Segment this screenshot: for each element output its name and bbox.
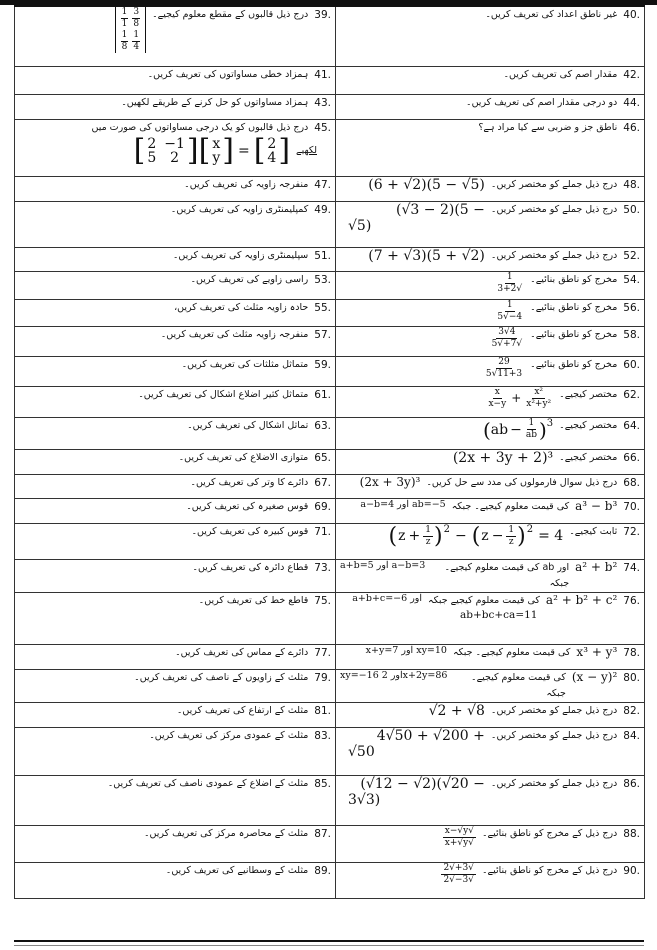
- question-number: .60: [623, 358, 640, 371]
- question-59: [15, 356, 336, 386]
- question-text: مختصر کیجیے۔: [559, 419, 618, 431]
- math-expression: $\frac{4√3}{√7+√5}$: [491, 326, 523, 349]
- math-expression: (6 + √2)(5 − √5): [368, 176, 485, 193]
- question-62: [336, 386, 645, 417]
- question-50: .50 درج ذیل جملے کو مختصر کریں۔ (√3 − 2)(5 − √5): [336, 201, 645, 247]
- table-row: [15, 66, 645, 94]
- question-68: [336, 474, 645, 498]
- question-text: مخرج کو ناطق بنائیے۔: [530, 301, 618, 313]
- math-expression: a² + b² + c²: [545, 592, 618, 607]
- question-number: .50: [623, 203, 640, 216]
- question-number: .74: [623, 561, 640, 574]
- question-number: .78: [623, 646, 640, 659]
- question-90: [336, 862, 645, 898]
- math-expression: $\frac{1}{z}$: [508, 524, 515, 547]
- math-expression: (2x + 3y)³: [359, 474, 421, 489]
- math-expression: a+b+c=−6 اور: [352, 592, 423, 604]
- question-text: متماثل مثلثات کی تعریف کریں۔: [181, 358, 309, 370]
- question-44: [336, 94, 645, 119]
- math-expression: $\frac{29}{11+3√5}$: [485, 356, 523, 379]
- question-number: .54: [623, 273, 640, 286]
- question-text: ثابت کیجیے۔: [569, 525, 618, 537]
- question-number: .88: [623, 827, 640, 840]
- math-expression: $\frac{1}{ab}$: [525, 418, 537, 440]
- table-row: [15, 862, 645, 898]
- question-text: درج ذیل قالبوں کو یک درجی مساواتوں کی صورت میں: [91, 121, 309, 133]
- question-text: ہمزاد مساواتوں کو حل کرنے کے طریقے لکھیں۔: [121, 96, 309, 108]
- question-text: مقدار اصم کی تعریف کریں۔: [503, 68, 618, 80]
- question-text: دو درجی مقدار اصم کی تعریف کریں۔: [466, 96, 618, 108]
- question-text: قوس صغیرہ کی تعریف کریں۔: [186, 500, 309, 512]
- math-expression: (2x + 3y + 2)³: [452, 449, 554, 466]
- question-number: .73: [314, 561, 331, 574]
- table-row: [15, 119, 645, 176]
- math-expression: 4√50 + √200 +: [376, 727, 485, 744]
- table-row: [15, 559, 645, 592]
- question-60: [336, 356, 645, 386]
- question-88: [336, 825, 645, 862]
- question-47: [15, 176, 336, 201]
- math-expression: a² + b²: [575, 559, 618, 574]
- table-row: [15, 417, 645, 449]
- question-text: درج ذیل کے مخرج کو ناطق بنائیے۔: [481, 827, 618, 839]
- question-number: .51: [314, 249, 331, 262]
- question-number: .48: [623, 178, 640, 191]
- question-84: .84 درج ذیل جملے کو مختصر کریں۔ 4√50 + √200 + √50: [336, 727, 645, 775]
- question-73: [15, 559, 336, 592]
- question-55: [15, 299, 336, 326]
- question-number: .82: [623, 704, 640, 717]
- question-80: [336, 669, 645, 702]
- question-81: [15, 702, 336, 727]
- question-number: .77: [314, 646, 331, 659]
- question-text: درج ذیل جملے کو مختصر کریں۔: [490, 203, 618, 215]
- table-row: [15, 386, 645, 417]
- question-text: قاطع خط کی تعریف کریں۔: [198, 594, 309, 606]
- question-number: .55: [314, 301, 331, 314]
- question-57: [15, 326, 336, 356]
- math-expression: √2 + √8: [428, 702, 485, 719]
- question-82: [336, 702, 645, 727]
- question-48: [336, 176, 645, 201]
- question-45: [15, 119, 336, 176]
- question-text: سپلیمنٹری زاویہ کی تعریف کریں۔: [172, 249, 309, 261]
- question-64: [336, 417, 645, 449]
- question-number: .87: [314, 827, 331, 840]
- bottom-border-thin: [14, 945, 644, 950]
- question-text: حادہ زاویہ مثلث کی تعریف کریں،: [174, 301, 309, 313]
- question-number: .84: [623, 729, 640, 742]
- question-83: [15, 727, 336, 775]
- question-text: دائرے کا وتر کی تعریف کریں۔: [190, 476, 309, 488]
- question-number: .57: [314, 328, 331, 341]
- table-row: [15, 299, 645, 326]
- math-expression: x³ + y³: [576, 644, 618, 659]
- question-66: [336, 449, 645, 474]
- question-text: اور ab کی قیمت معلوم کیجیے۔ جبکہ: [444, 561, 570, 589]
- math-expression: a³ − b³: [575, 498, 618, 513]
- question-text: مخرج کو ناطق بنائیے۔: [530, 358, 618, 370]
- table-row: [15, 592, 645, 644]
- question-text: درج ذیل جملے کو مختصر کریں۔: [490, 729, 618, 741]
- matrix-equation-45: [ 2 5 −1 2 ] [ x y ] = [ 2 4 ]: [133, 132, 291, 168]
- question-42: [336, 66, 645, 94]
- question-number: .56: [623, 301, 640, 314]
- table-row: [15, 449, 645, 474]
- question-text: مختصر کیجیے۔: [559, 388, 618, 400]
- question-text: تماثل اشکال کی تعریف کریں۔: [187, 419, 309, 431]
- table-row: [15, 94, 645, 119]
- question-text: مختصر کیجیے۔: [559, 451, 618, 463]
- question-text: درج ذیل سوال فارمولوں کی مدد سے حل کریں۔: [426, 476, 618, 488]
- question-text: ناطق جز و ضربی سے کیا مراد ہے؟: [478, 121, 618, 133]
- question-number: .46: [623, 121, 640, 134]
- question-number: .64: [623, 419, 640, 432]
- question-51: [15, 247, 336, 271]
- question-56: [336, 299, 645, 326]
- math-expression: $\frac{x}{x-y}$: [488, 386, 507, 409]
- question-number: .65: [314, 451, 331, 464]
- question-number: .62: [623, 388, 640, 401]
- math-expression: ( ab − $\frac{1}{ab}$ ) $^3$: [482, 417, 554, 442]
- question-43: [15, 94, 336, 119]
- question-text: درج ذیل قالبوں کے مقطع معلوم کیجیے۔: [152, 9, 309, 20]
- math-expression: $\frac{√3+√2}{√3-√2}$: [443, 862, 474, 885]
- table-row: [15, 702, 645, 727]
- question-54: [336, 271, 645, 299]
- table-row: [15, 326, 645, 356]
- question-text: قطاع دائرہ کی تعریف کریں۔: [192, 561, 309, 573]
- question-text: مثلث کے زاویوں کے ناصف کی تعریف کریں۔: [134, 671, 309, 683]
- question-87: [15, 825, 336, 862]
- question-text: منفرجہ زاویہ کی تعریف کریں۔: [184, 178, 309, 190]
- question-number: .41: [314, 68, 331, 81]
- question-number: .70: [623, 500, 640, 513]
- table-row: [15, 727, 645, 775]
- question-text: متوازی الاضلاع کی تعریف کریں۔: [178, 451, 309, 463]
- question-67: [15, 474, 336, 498]
- question-text: مثلث کے عمودی مرکز کی تعریف کریں۔: [149, 729, 309, 741]
- question-number: .83: [314, 729, 331, 742]
- question-number: .71: [314, 525, 331, 538]
- question-number: .47: [314, 178, 331, 191]
- question-63: [15, 417, 336, 449]
- question-number: .76: [623, 594, 640, 607]
- math-expression: xy=−16 اور 2x+2y=86: [340, 669, 448, 681]
- math-expression: $\frac{x}{x-y}$ + $\frac{\text{x²}}{\text{x²+y²}}$: [488, 386, 552, 409]
- question-39: [15, 6, 336, 66]
- question-58: [336, 326, 645, 356]
- question-85: [15, 775, 336, 825]
- question-number: .66: [623, 451, 640, 464]
- question-79: [15, 669, 336, 702]
- table-row: [15, 247, 645, 271]
- question-text: لکھیے: [296, 144, 317, 156]
- question-72: [336, 523, 645, 559]
- question-text: متماثل کثیر اضلاع اشکال کی تعریف کریں۔: [138, 388, 309, 400]
- question-number: .85: [314, 777, 331, 790]
- question-text: درج ذیل کے مخرج کو ناطق بنائیے۔: [481, 864, 618, 876]
- math-expression: (7 + √3)(5 + √2): [368, 247, 485, 264]
- question-text: مثلث کے محاصرہ مرکز کی تعریف کریں۔: [143, 827, 309, 839]
- table-row: [15, 669, 645, 702]
- question-text: درج ذیل جملے کو مختصر کریں۔: [490, 249, 618, 261]
- question-text: کی قیمت معلوم کیجیے۔ جبکہ: [471, 671, 566, 699]
- table-row: [15, 176, 645, 201]
- math-expression: $\frac{√x-√y}{√x+√y}$: [444, 825, 474, 848]
- question-number: .81: [314, 704, 331, 717]
- math-expression: $\frac{1}{√3+2}$: [497, 271, 523, 294]
- question-number: .61: [314, 388, 331, 401]
- question-number: .42: [623, 68, 640, 81]
- question-text: قوس کبیرہ کی تعریف کریں۔: [191, 525, 309, 537]
- question-number: .69: [314, 500, 331, 513]
- math-expression: a+b=5 اور a−b=3: [340, 559, 426, 571]
- question-89: [15, 862, 336, 898]
- table-row: [15, 356, 645, 386]
- questions-table: [14, 5, 645, 899]
- question-text: مثلث کے وسطانیے کی تعریف کریں۔: [165, 864, 309, 876]
- question-number: .49: [314, 203, 331, 216]
- question-40: [336, 6, 645, 66]
- question-number: .67: [314, 476, 331, 489]
- question-text: مخرج کو ناطق بنائیے۔: [530, 328, 618, 340]
- question-77: [15, 644, 336, 669]
- question-number: .45: [314, 121, 331, 134]
- question-number: .58: [623, 328, 640, 341]
- table-row: [15, 644, 645, 669]
- question-71: [15, 523, 336, 559]
- question-text: درج ذیل جملے کو مختصر کریں۔: [490, 178, 618, 190]
- question-number: .80: [623, 671, 640, 684]
- matrix-39: 1 1 1 8 3 8 1 4: [115, 7, 146, 53]
- question-text: کی قیمت معلوم کیجیے۔ جبکہ: [452, 646, 571, 658]
- math-expression: $\frac{1}{z}$: [425, 524, 431, 547]
- question-61: [15, 386, 336, 417]
- math-expression: a−b=4 اور ab=−5: [360, 498, 446, 510]
- table-row: [15, 498, 645, 523]
- question-70: [336, 498, 645, 523]
- question-number: .40: [623, 9, 640, 21]
- question-text: مثلث کے اضلاع کے عمودی ناصف کی تعریف کریں۔: [107, 777, 309, 789]
- question-number: .63: [314, 419, 331, 432]
- math-expression: (√12 − √2)(√20 −: [360, 775, 485, 792]
- question-number: .43: [314, 96, 331, 109]
- question-text: مخرج کو ناطق بنائیے۔: [530, 273, 618, 285]
- table-row: [15, 201, 645, 247]
- question-number: .44: [623, 96, 640, 109]
- table-row: [15, 271, 645, 299]
- question-number: .59: [314, 358, 331, 371]
- table-row: [15, 775, 645, 825]
- math-expression: ( z + $\frac{1}{z}$ ) $^2$ − ( z − $\frac{1}{z}$ ) $^2$ = 4: [388, 523, 564, 549]
- question-number: .89: [314, 864, 331, 877]
- question-number: .79: [314, 671, 331, 684]
- question-text: دائرے کے مماس کی تعریف کریں۔: [175, 646, 309, 658]
- question-69: [15, 498, 336, 523]
- question-text: کمپلیمنٹری زاویہ کی تعریف کریں۔: [170, 203, 309, 215]
- question-65: [15, 449, 336, 474]
- question-text: درج ذیل جملے کو مختصر کریں۔: [490, 777, 618, 789]
- math-expression: (√3 − 2)(5 −: [396, 201, 485, 218]
- question-text: کی قیمت معلوم کیجیے۔ جبکہ: [451, 500, 570, 512]
- question-53: [15, 271, 336, 299]
- question-49: [15, 201, 336, 247]
- question-text: غیر ناطق اعداد کی تعریف کریں۔: [485, 9, 618, 20]
- question-text: منفرجہ زاویہ مثلث کی تعریف کریں۔: [160, 328, 309, 340]
- math-expression: x+y=7 اور xy=10: [365, 644, 447, 656]
- table-row: [15, 523, 645, 559]
- table-row: [15, 6, 645, 66]
- math-expression: $\frac{\text{x²}}{\text{x²+y²}}$: [526, 386, 552, 409]
- question-78: [336, 644, 645, 669]
- question-text: مثلث کے ارتفاع کی تعریف کریں۔: [176, 704, 309, 716]
- question-text: ہمزاد خطی مساواتوں کی تعریف کریں۔: [147, 68, 309, 80]
- question-52: [336, 247, 645, 271]
- question-number: .75: [314, 594, 331, 607]
- question-number: .39: [314, 9, 331, 21]
- bottom-border: [14, 940, 644, 942]
- math-expression: $\frac{1}{4-√5}$: [497, 299, 523, 322]
- table-row: [15, 825, 645, 862]
- question-number: .53: [314, 273, 331, 286]
- math-expression: (x − y)²: [571, 669, 618, 684]
- question-75: [15, 592, 336, 644]
- question-number: .90: [623, 864, 640, 877]
- question-number: .86: [623, 777, 640, 790]
- table-row: [15, 474, 645, 498]
- question-text: درج ذیل جملے کو مختصر کریں۔: [490, 704, 618, 716]
- question-number: .72: [623, 525, 640, 538]
- question-76: .76 a² + b² + c² کی قیمت معلوم کیجیے جبکہ a+b+c=−6 اور ab+bc+ca=11: [336, 592, 645, 644]
- question-number: .52: [623, 249, 640, 262]
- question-74: [336, 559, 645, 592]
- question-number: .68: [623, 476, 640, 489]
- question-text: راسی زاویے کی تعریف کریں۔: [190, 273, 309, 285]
- question-text: کی قیمت معلوم کیجیے جبکہ: [428, 594, 540, 606]
- question-86: .86 درج ذیل جملے کو مختصر کریں۔ (√12 − √2)(√20 − 3√3): [336, 775, 645, 825]
- question-46: [336, 119, 645, 176]
- question-41: [15, 66, 336, 94]
